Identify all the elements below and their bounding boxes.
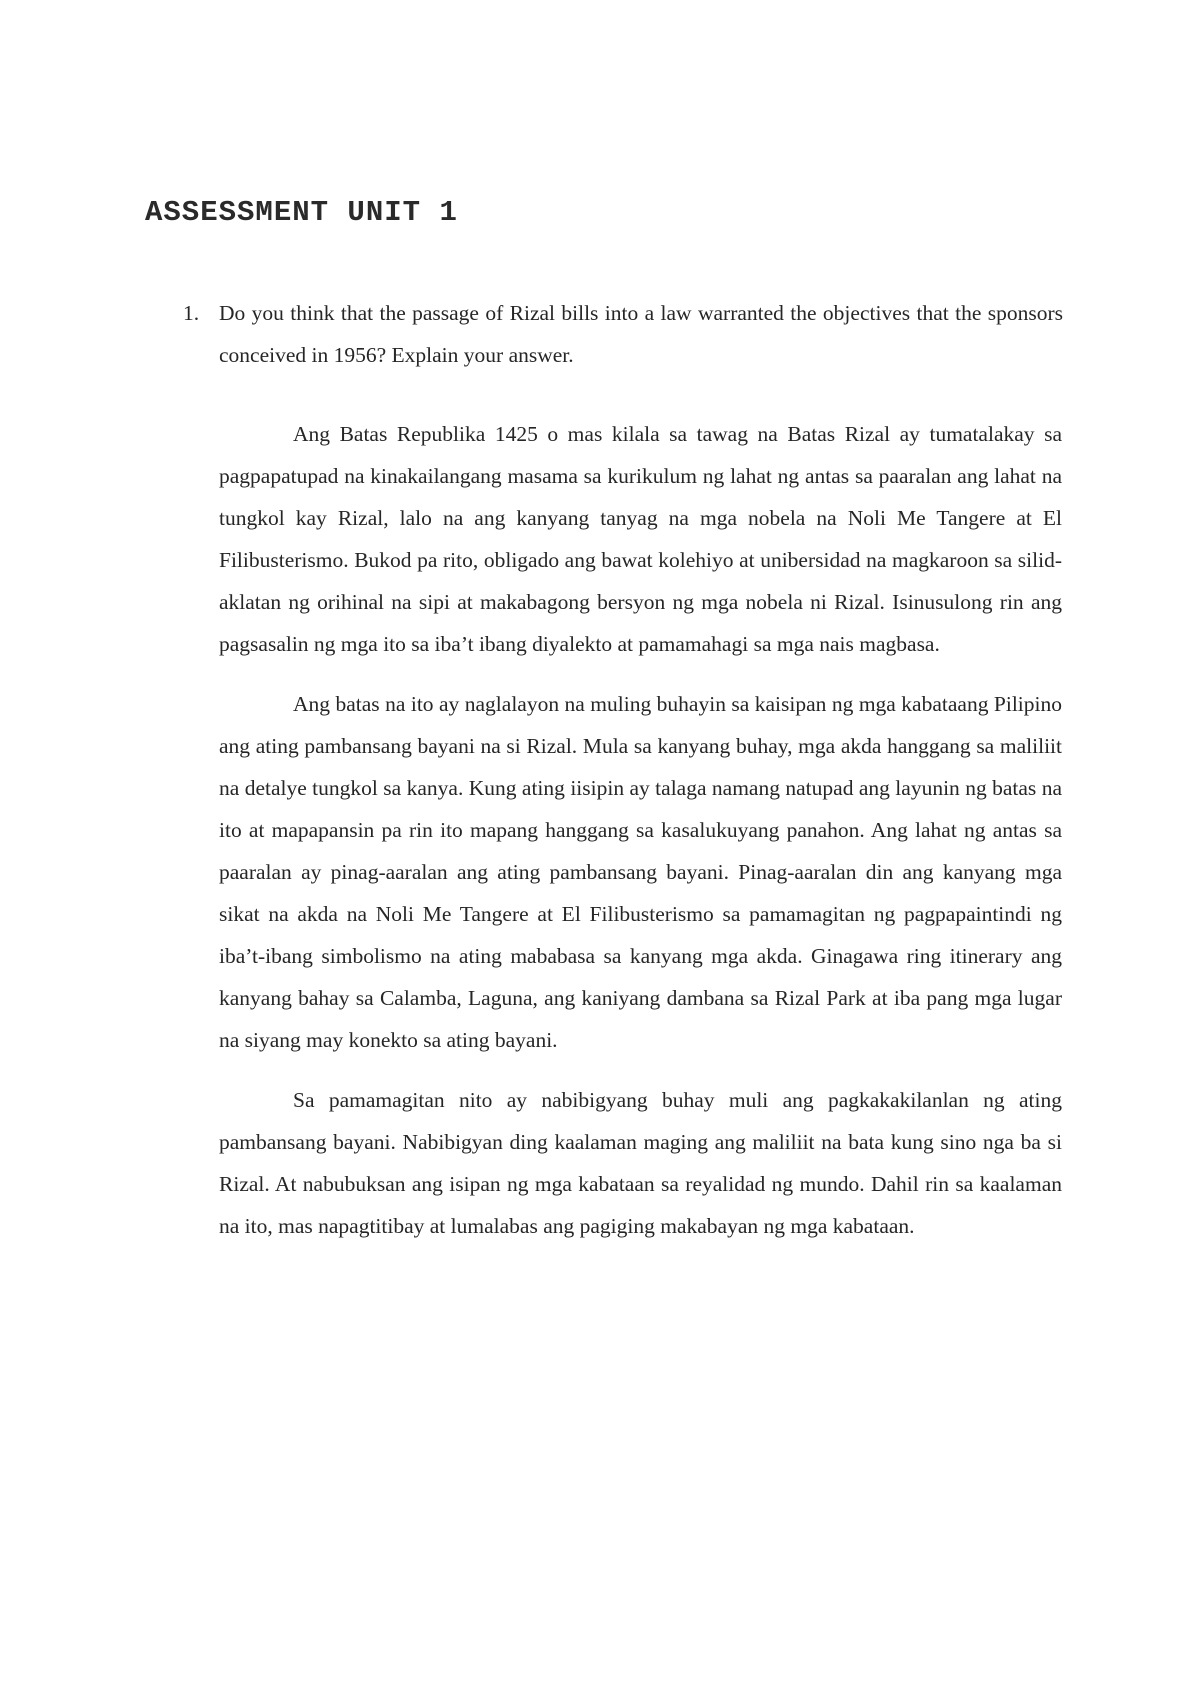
- answer-paragraph: Sa pamamagitan nito ay nabibigyang buhay muli ang pagkakakilanlan ng ating pambansang bayani. Nabibigyan ding kaalaman maging ang maliliit na bata kung sino nga ba si Rizal. At nabubuksan ang isipan ng mga kabataan sa reyalidad ng mundo. Dahil rin sa kaalaman na ito, mas napagtitibay at lumalabas ang pagiging makabayan ng mga kabataan.: [219, 1088, 1062, 1238]
- question-item: [183, 292, 1063, 376]
- question-text: Do you think that the passage of Rizal bills into a law warranted the objectives that the sponsors conceived in 1956? Explain your answer.: [219, 301, 1063, 367]
- document-title: ASSESSMENT UNIT 1: [145, 196, 458, 229]
- question-number: 1.: [183, 301, 200, 325]
- answer-body: [219, 413, 1062, 1265]
- answer-paragraph: Ang Batas Republika 1425 o mas kilala sa tawag na Batas Rizal ay tumatalakay sa pagpapatupad na kinakailangang masama sa kurikulum ng lahat ng antas sa paaralan ang lahat na tungkol kay Rizal, lalo na ang kanyang tanyag na mga nobela na Noli Me Tangere at El Filibusterismo. Bukod pa rito, obligado ang bawat kolehiyo at unibersidad na magkaroon sa silid-aklatan ng orihinal na sipi at makabagong bersyon ng mga nobela ni Rizal. Isinusulong rin ang pagsasalin ng mga ito sa iba’t ibang diyalekto at pamamahagi sa mga nais magbasa.: [219, 422, 1062, 656]
- answer-paragraph: Ang batas na ito ay naglalayon na muling buhayin sa kaisipan ng mga kabataang Pilipino ang ating pambansang bayani na si Rizal. Mula sa kanyang buhay, mga akda hanggang sa maliliit na detalye tungkol sa kanya. Kung ating iisipin ay talaga namang natupad ang layunin ng batas na ito at mapapansin pa rin ito mapang hanggang sa kasalukuyang panahon. Ang lahat ng antas sa paaralan ay pinag-aaralan ang ating pambansang bayani. Pinag-aaralan din ang kanyang mga sikat na akda na Noli Me Tangere at El Filibusterismo sa pamamagitan ng pagpapaintindi ng iba’t-ibang simbolismo na ating mababasa sa kanyang mga akda. Ginagawa ring itinerary ang kanyang bahay sa Calamba, Laguna, ang kaniyang dambana sa Rizal Park at iba pang mga lugar na siyang may konekto sa ating bayani.: [219, 692, 1062, 1052]
